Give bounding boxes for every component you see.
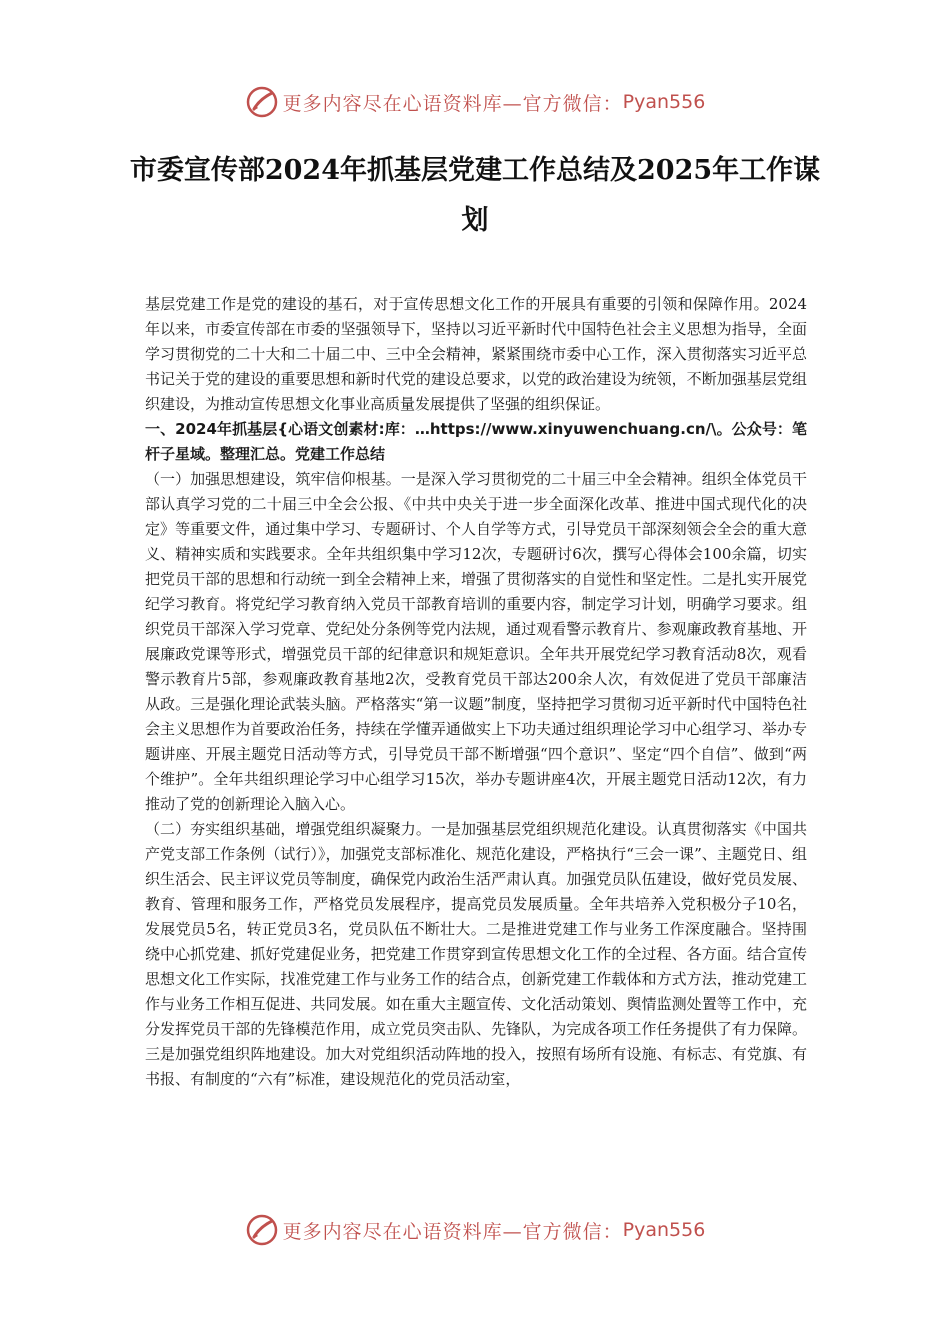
section-1-paragraph: （一）加强思想建设，筑牢信仰根基。一是深入学习贯彻党的二十届三中全会精神。组织全体党员干部认真学习党的二十届三中全会公报、《中共中央关于进一步全面深化改革、推进中国式现代化的决定》等重要文件，通过集中学习、专题研讨、个人自学等方式，引导党员干部深刻领会全会的重大意义、精神实质和实践要求。全年共组织集中学习12次，专题研讨6次，撰写心得体会100余篇，切实把党员干部的思想和行动统一到全会精神上来，增强了贯彻落实的自觉性和坚定性。二是扎实开展党纪学习教育。将党纪学习教育纳入党员干部教育培训的重要内容，制定学习计划，明确学习要求。组织党员干部深入学习党章、党纪处分条例等党内法规，通过观看警示教育片、参观廉政教育基地、开展廉政党课等形式，增强党员干部的纪律意识和规矩意识。全年共开展党纪学习教育活动8次，观看警示教育片5部，参观廉政教育基地2次，受教育党员干部达200余人次，有效促进了党员干部廉洁从政。三是强化理论武装头脑。严格落实“第一议题”制度，坚持把学习贯彻习近平新时代中国特色社会主义思想作为首要政治任务，持续在学懂弄通做实上下功夫通过组织理论学习中心组学习、举办专题讲座、开展主题党日活动等方式，引导党员干部不断增强“四个意识”、坚定“四个自信”、做到“两个维护”。全年共组织理论学习中心组学习15次，举办专题讲座4次，开展主题党日活动12次，有力推动了党的创新理论入脑入心。: [145, 470, 807, 813]
watermark-text: 更多内容尽在心语资料库—官方微信：: [282, 92, 623, 115]
watermark-wechat-id: Pyan556: [622, 91, 706, 113]
document-title: 市委宣传部2024年抓基层党建工作总结及2025年工作谋划: [129, 155, 821, 236]
header-watermark-banner: [0, 82, 950, 122]
watermark-wechat-id: Pyan556: [622, 1219, 706, 1241]
watermark-text: 更多内容尽在心语资料库—官方微信：: [282, 1220, 623, 1243]
footer-watermark-banner: [0, 1210, 950, 1250]
brush-logo-icon: [245, 1213, 279, 1247]
intro-paragraph: 基层党建工作是党的建设的基石，对于宣传思想文化工作的开展具有重要的引领和保障作用。2024年以来，市委宣传部在市委的坚强领导下，坚持以习近平新时代中国特色社会主义思想为指导，全面学习贯彻党的二十大和二十届二中、三中全会精神，紧紧围绕市委中心工作，深入贯彻落实习近平总书记关于党的建设的重要思想和新时代党的建设总要求，以党的政治建设为统领，不断加强基层党组织建设，为推动宣传思想文化事业高质量发展提供了坚强的组织保证。: [145, 295, 807, 413]
section-2-paragraph: （二）夯实组织基础，增强党组织凝聚力。一是加强基层党组织规范化建设。认真贯彻落实《中国共产党支部工作条例（试行）》，加强党支部标准化、规范化建设，严格执行“三会一课”、主题党日、组织生活会、民主评议党员等制度，确保党内政治生活严肃认真。加强党员队伍建设，做好党员发展、教育、管理和服务工作，严格党员发展程序，提高党员发展质量。全年共培养入党积极分子10名，发展党员5名，转正党员3名，党员队伍不断壮大。二是推进党建工作与业务工作深度融合。坚持围绕中心抓党建、抓好党建促业务，把党建工作贯穿到宣传思想文化工作的全过程、各方面。结合宣传思想文化工作实际，找准党建工作与业务工作的结合点，创新党建工作载体和方式方法，推动党建工作与业务工作相互促进、共同发展。如在重大主题宣传、文化活动策划、舆情监测处置等工作中，充分发挥党员干部的先锋模范作用，成立党员突击队、先锋队，为完成各项工作任务提供了有力保障。三是加强党组织阵地建设。加大对党组织活动阵地的投入，按照有场所有设施、有标志、有党旗、有书报、有制度的“六有”标准，建设规范化的党员活动室，: [145, 820, 807, 1088]
brush-logo-icon: [245, 85, 279, 119]
section-heading-1: 一、2024年抓基层{心语文创素材:库：…https://www.xinyuwenchuang.cn/\。公众号：笔杆子星域。整理汇总。党建工作总结: [145, 420, 807, 463]
document-body: [145, 292, 807, 1092]
